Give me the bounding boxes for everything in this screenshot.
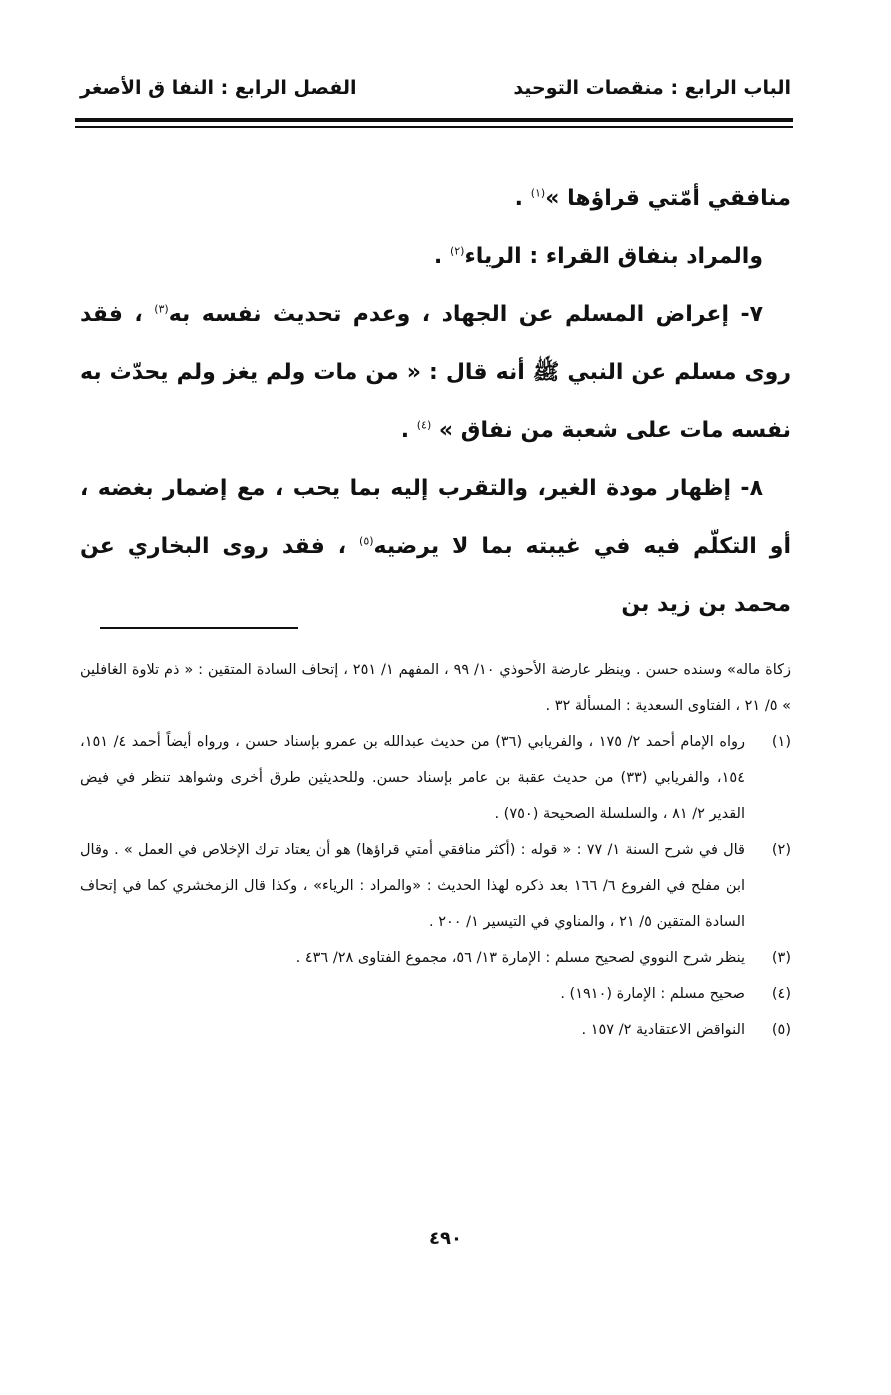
footnote-text: ينظر شرح النووي لصحيح مسلم : الإمارة ١٣/ ٥٦، مجموع الفتاوى ٢٨/ ٤٣٦ . [295,950,745,966]
header-rule-thin [75,126,793,128]
footnote-item [80,1012,791,1048]
footnote-item [80,724,791,832]
footnote-number: (٥) [771,1022,791,1038]
footnote-number: (١) [771,734,791,750]
footnote-item [80,976,791,1012]
page-number: ٤٩٠ [429,1228,462,1249]
footnote-text: صحيح مسلم : الإمارة (١٩١٠) . [560,986,745,1002]
paragraph-1: منافقي أمّتي قراؤها »$^{(١)}$ . [514,186,791,211]
footnote-ref-2: (٢) [449,244,465,258]
footnote-text: رواه الإمام أحمد ٢/ ١٧٥ ، والفريابي (٣٦) من حديث عبدالله بن عمرو بإسناد حسن ، ورواه أيضاً أحمد ٤/ ١٥١، ١٥٤، والفريابي (٣٣) من حديث عقبة بن عامر بإسناد حسن. وللحديثين طرق أخرى وشواهد تنظر في فيض القدير ٢/ ٨١ ، والسلسلة الصحيحة (٧٥٠) . [80,734,745,822]
footnote-ref-5: (٥) [359,534,374,548]
footnote-text: قال في شرح السنة ١/ ٧٧ : « قوله : (أكثر منافقي أمتي قراؤها) هو أن يعتاد ترك الإخلاص في العمل » . وقال ابن مفلح في الفروع ٦/ ١٦٦ بعد ذكره لهذا الحديث : «والمراد : الرياء» ، وكذا قال الزمخشري كما في إتحاف السادة المتقين ٥/ ٢١ ، والمناوي في التيسير ١/ ٢٠٠ . [80,842,746,930]
chapter-title: الباب الرابع : منقصات التوحيد [513,77,791,99]
footnote-ref-4: (٤) [416,418,432,432]
footnote-number: (٤) [771,986,791,1002]
footnote-ref-1: (١) [530,186,546,200]
footnote-item [80,940,791,976]
footnote-ref-3: (٣) [154,302,169,316]
paragraph-2: والمراد بنفاق القراء : الرياء$^{(٢)}$ . [433,244,763,269]
header-rule-thick [75,118,793,122]
footnotes [80,652,791,1048]
footnote-continuation: زكاة ماله» وسنده حسن . وينظر عارضة الأحوذي ١٠/ ٩٩ ، المفهم ١/ ٢٥١ ، إتحاف السادة المتقين : « ذم تلاوة الغافلين » ٥/ ٢١ ، الفتاوى السعدية : المسألة ٣٢ . [80,662,792,714]
footnote-number: (٢) [771,842,791,858]
footnote-separator [100,627,298,629]
running-header [80,68,791,108]
paragraph-3: ٧- إعراض المسلم عن الجهاد ، وعدم تحديث نفسه به$^{(٣)}$ ، فقد روى مسلم عن النبي ﷺ أنه قال : « من مات ولم يغز ولم يحدّث به نفسه مات على شعبة من نفاق » $^{(٤)}$ . [80,302,791,443]
section-title: الفصل الرابع : النفا ق الأصغر [80,77,357,99]
footnote-text: النواقض الاعتقادية ٢/ ١٥٧ . [581,1022,745,1038]
paragraph-4: ٨- إظهار مودة الغير، والتقرب إليه بما يحب ، مع إضمار بغضه ، أو التكلّم فيه في غيبته بما لا يرضيه$^{(٥)}$ ، فقد روى البخاري عن محمد بن زيد بن [80,476,791,617]
main-text [80,170,791,634]
footnote-number: (٣) [771,950,791,966]
footnote-item [80,832,791,940]
